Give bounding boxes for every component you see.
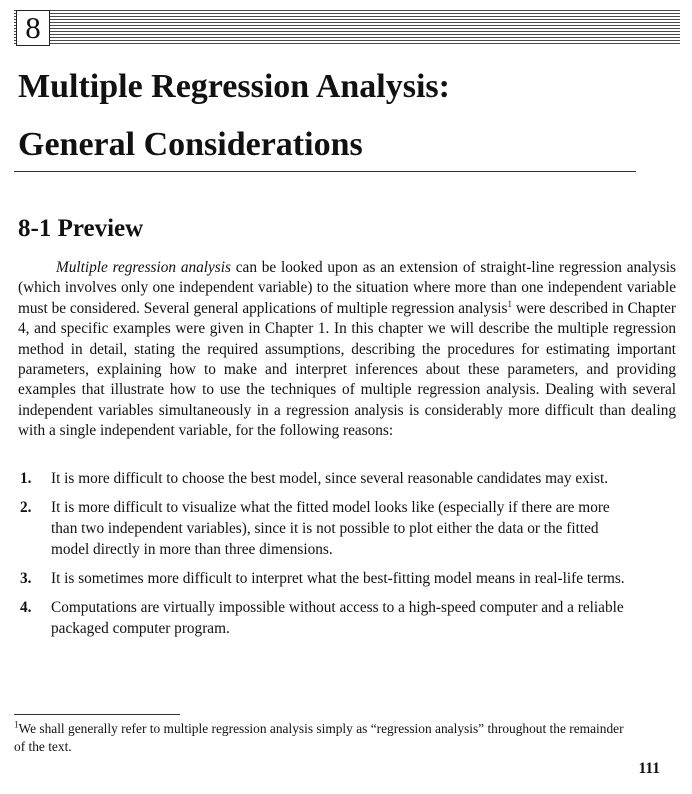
list-item-text: It is more difficult to visualize what the fitted model looks like (especially if there are more than two independent variables), since it is not possible to plot either the data or the fitted model directly in more than three dimensions. [51,499,610,558]
chapter-title-line-2: General Considerations [18,126,363,163]
list-item [20,468,636,489]
list-item-text: It is more difficult to choose the best model, since several reasonable candidates may exist. [51,470,609,487]
footnote-reference: 1 [507,298,512,309]
footnote-mark: 1 [14,719,19,730]
chapter-header-band [14,10,680,46]
paragraph-text-a: can be looked upon as an extension of straight-line regression analysis (which involves only one independent variable) to the situation where more than one independent variable must be considered. Several general applications of multiple regression analysis [18,259,676,317]
section-heading: 8-1 Preview [18,215,144,242]
paragraph-text-b: were described in Chapter 4, and specific examples were given in Chapter 1. In this chapter we will describe the multiple regression method in detail, stating the required assumptions, describing the procedures for estimating important parameters, explaining how to make and interpret inferences about these parameters, and providing examples that illustrate how to use the techniques of multiple regression analysis. Dealing with several independent variables simultaneously in a regression analysis is considerably more difficult than dealing with a single independent variable, for the following reasons: [18,299,677,440]
footnote [14,720,634,756]
list-item-number: 3. [20,570,32,587]
footnote-divider [14,714,180,715]
title-divider [14,171,636,172]
page-number: 111 [638,760,660,777]
footnote-text: We shall generally refer to multiple regression analysis simply as “regression analysis” throughout the remainder of the text. [14,721,624,754]
list-item-number: 2. [20,499,32,516]
list-item-number: 1. [20,470,32,487]
italic-term: Multiple regression analysis [56,259,231,276]
preview-paragraph [18,258,676,442]
list-item-text: Computations are virtually impossible without access to a high-speed computer and a reliable packaged computer program. [51,599,624,637]
list-item-text: It is sometimes more difficult to interpret what the best-fitting model means in real-life terms. [51,570,625,587]
list-item [20,568,636,589]
chapter-title [18,58,668,174]
chapter-number: 8 [16,10,50,46]
list-item [20,497,636,560]
list-item [20,597,636,639]
reason-list [20,468,636,647]
chapter-title-line-1: Multiple Regression Analysis: [18,68,450,105]
list-item-number: 4. [20,599,32,616]
